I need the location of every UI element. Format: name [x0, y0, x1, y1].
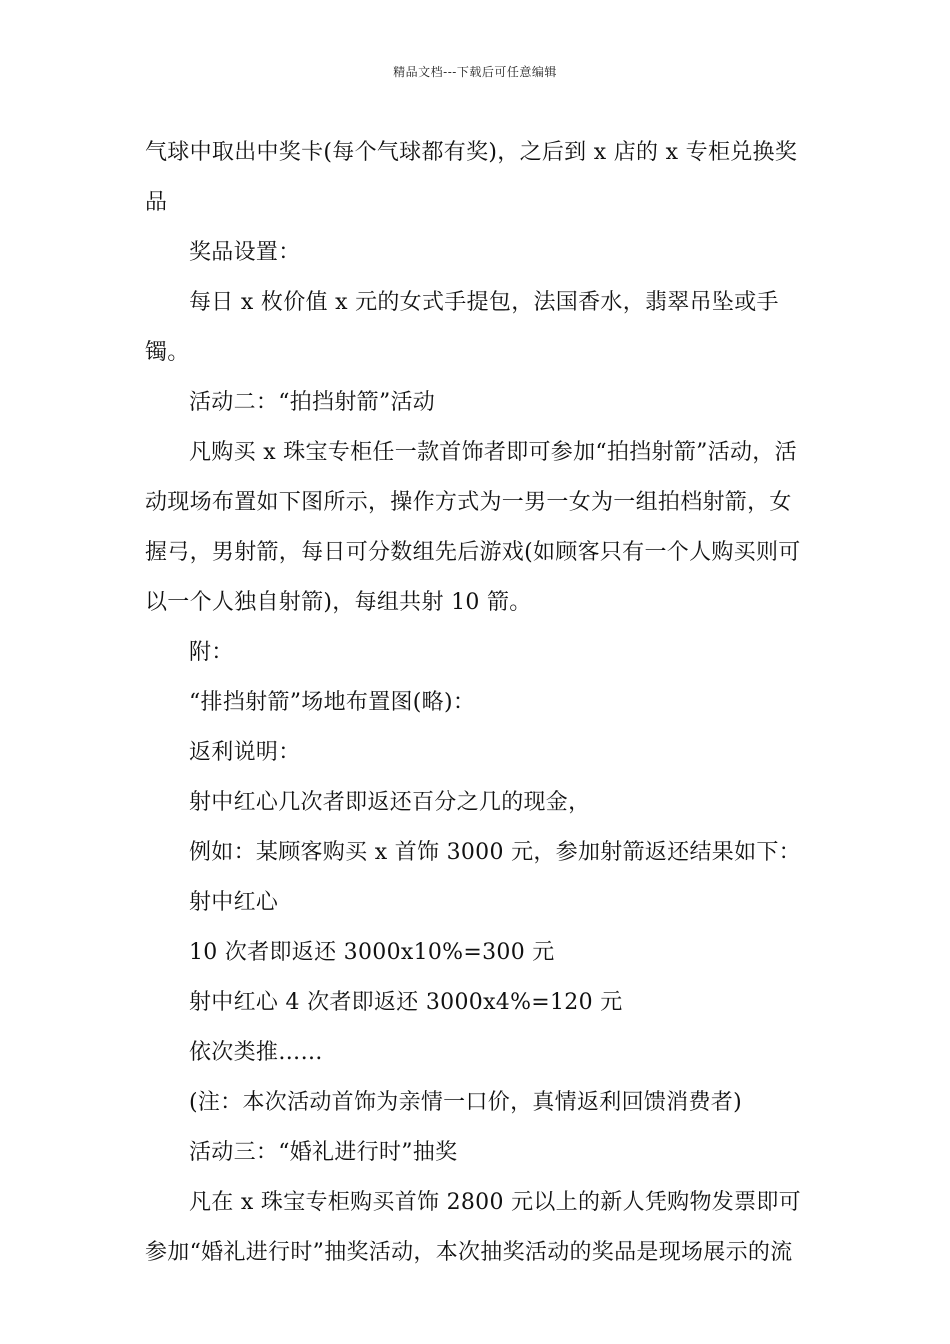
paragraph-example-four: 射中红心 4 次者即返还 3000x4%=120 元 [189, 990, 623, 1015]
paragraph-bullseye: 射中红心 [189, 890, 279, 915]
document-body [145, 128, 813, 1278]
paragraph-continuation: 气球中取出中奖卡(每个气球都有奖)，之后到 x 店的 x 专柜兑换奖品 [145, 140, 798, 215]
paragraph-activity-two-heading: 活动二：“拍挡射箭”活动 [189, 390, 436, 415]
paragraph-example-ten: 10 次者即返还 3000x10%=300 元 [189, 940, 555, 965]
paragraph-prize-list: 每日 x 枚价值 x 元的女式手提包，法国香水，翡翠吊坠或手镯。 [145, 290, 779, 365]
paragraph-etc: 依次类推…… [189, 1040, 323, 1065]
paragraph-activity-three-heading: 活动三：“婚礼进行时”抽奖 [189, 1140, 458, 1165]
paragraph-appendix: 附： [189, 640, 234, 665]
paragraph-rebate-heading: 返利说明： [189, 740, 301, 765]
paragraph-layout-note: “排挡射箭”场地布置图(略)： [189, 690, 476, 715]
paragraph-rebate-rule: 射中红心几次者即返还百分之几的现金， [189, 790, 591, 815]
paragraph-example: 例如：某顾客购买 x 首饰 3000 元，参加射箭返还结果如下： [189, 840, 801, 865]
paragraph-prize-heading: 奖品设置： [189, 240, 301, 265]
page-header: 精品文档---下载后可任意编辑 [393, 65, 557, 79]
paragraph-note: (注：本次活动首饰为亲情一口价，真情返利回馈消费者) [189, 1090, 742, 1115]
paragraph-activity-three-body: 凡在 x 珠宝专柜购买首饰 2800 元以上的新人凭购物发票即可参加“婚礼进行时”抽奖活动，本次抽奖活动的奖品是现场展示的流 [145, 1190, 801, 1265]
paragraph-activity-two-body: 凡购买 x 珠宝专柜任一款首饰者即可参加“拍挡射箭”活动，活动现场布置如下图所示，操作方式为一男一女为一组拍档射箭，女握弓，男射箭，每日可分数组先后游戏(如顾客只有一个人购买则可以一个人独自射箭)，每组共射 10 箭。 [145, 440, 801, 615]
